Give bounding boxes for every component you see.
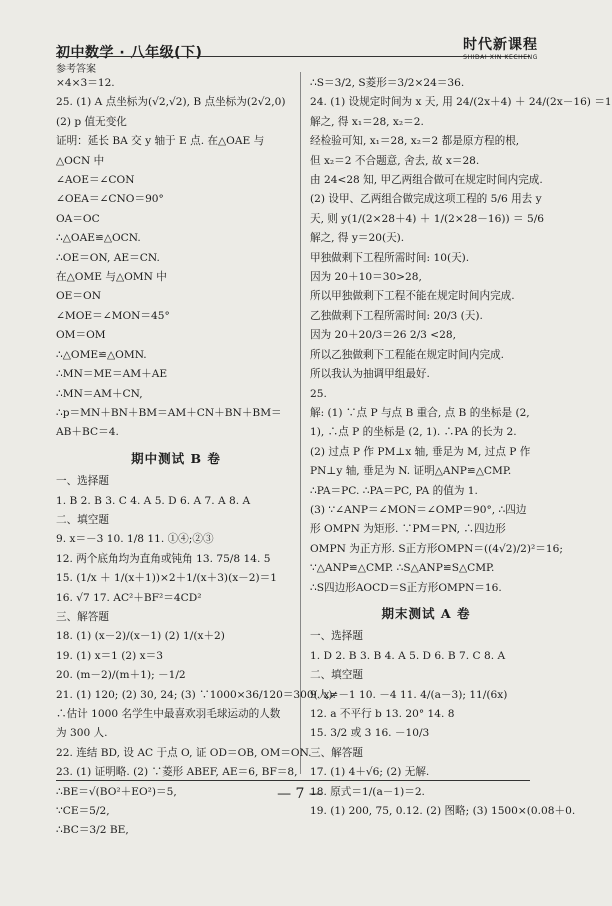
answer-line: 24. (1) 设规定时间为 x 天, 用 24/(2x＋4) ＋ 24/(2x－16) ＝1	[310, 96, 612, 109]
answer-line: 由 24<28 知, 甲乙两组合做可在规定时间内完成.	[310, 174, 543, 187]
answer-line: 经检验可知, x₁＝28, x₂＝2 都是原方程的根,	[310, 135, 520, 148]
answer-line: (2) 设甲、乙两组合做完成这项工程的 5/6 用去 y	[310, 193, 542, 206]
answer-line: 三、解答题	[310, 746, 363, 759]
brand-name: 时代新课程	[463, 37, 538, 53]
section-title-final-a: 期末测试 A 卷	[381, 605, 471, 621]
answer-line: ∴△OAE≌△OCN.	[56, 232, 141, 245]
answer-line: ∵△ANP≌△CMP. ∴S△ANP≌S△CMP.	[310, 562, 495, 575]
answer-block-q24-q25	[310, 74, 612, 598]
answer-line: ∴估计 1000 名学生中最喜欢羽毛球运动的人数	[56, 708, 281, 720]
answer-line: 19. (1) x＝1 (2) x＝3	[56, 649, 163, 662]
book-title: 初中数学 · 八年级(下)	[56, 45, 203, 61]
left-column	[56, 74, 336, 841]
answer-line: 17. (1) 4＋√6; (2) 无解.	[310, 766, 430, 779]
answer-line: 12. 两个底角均为直角或钝角 13. 75/8 14. 5	[56, 552, 271, 565]
answer-line: 12. a 不平行 b 13. 20° 14. 8	[310, 708, 455, 720]
answer-line: 所以乙独做剩下工程能在规定时间内完成.	[310, 348, 505, 361]
answer-line: 21. (1) 120; (2) 30, 24; (3) ∵1000×36/120＝300(人).	[56, 688, 336, 701]
answer-line: AB＋BC＝4.	[56, 426, 119, 439]
answer-line: 25.	[310, 387, 327, 400]
answer-line: 25. (1) A 点坐标为(√2,√2), B 点坐标为(2√2,0)	[56, 96, 286, 109]
answer-line: 22. 连结 BD, 设 AC 于点 O, 证 OD＝OB, OM＝ON.	[56, 746, 312, 759]
answer-line: 在△OME 与△OMN 中	[56, 271, 167, 284]
section-subtitle: 参考答案	[56, 64, 96, 75]
answer-line: 解: (1) ∵点 P 与点 B 重合, 点 B 的坐标是 (2,	[310, 406, 530, 419]
answer-line: ∴S四边形AOCD＝S正方形OMPN＝16.	[310, 581, 502, 594]
answer-line: 18. 原式＝1/(a－1)＝2.	[310, 785, 425, 798]
answer-line: 但 x₂＝2 不合题意, 舍去, 故 x＝28.	[310, 154, 480, 167]
answer-line: ∴MN＝AM＋CN,	[56, 387, 143, 400]
answer-line: ×4×3＝12.	[56, 77, 115, 89]
answer-line: 所以甲独做剩下工程不能在规定时间内完成.	[310, 290, 515, 303]
answer-line: ∠AOE＝∠CON	[56, 174, 135, 187]
answer-line: OM＝OM	[56, 329, 106, 342]
answer-line: 19. (1) 200, 75, 0.12. (2) 图略; (3) 1500×(0.08＋0.	[310, 805, 576, 818]
answer-line: 一、选择题	[56, 475, 109, 488]
answer-line: 乙独做剩下工程所需时间: 20/3 (天).	[310, 309, 483, 322]
answer-line: 9. x≠－1 10. －4 11. 4/(a－3); 11/(6x)	[310, 688, 508, 701]
answer-line: 1. B 2. B 3. C 4. A 5. D 6. A 7. A 8. A	[56, 494, 251, 507]
answer-line: OMPN 为正方形. S正方形OMPN＝((4√2)/2)²＝16;	[310, 542, 563, 555]
brand-logo	[463, 34, 538, 61]
answer-line: 23. (1) 证明略. (2) ∵菱形 ABEF, AE＝6, BF＝8,	[56, 766, 298, 779]
brand-pinyin: SHIDAI XIN KECHENG	[463, 54, 538, 61]
answer-line: 15. (1/x ＋ 1/(x＋1))×2＋1/(x＋3)(x－2)＝1	[56, 572, 277, 585]
answer-line: 所以我认为抽调甲组最好.	[310, 368, 430, 381]
right-column	[310, 74, 612, 821]
answer-line: △OCN 中	[56, 154, 105, 167]
answer-line: 因为 20＋10＝30>28,	[310, 271, 422, 284]
section-title-mid-b: 期中测试 B 卷	[131, 450, 221, 466]
answer-line: 二、填空题	[56, 513, 109, 526]
answer-line: ∴PA＝PC. ∴PA＝PC, PA 的值为 1.	[310, 484, 478, 497]
answer-line: 因为 20＋20/3＝26 2/3 <28,	[310, 329, 456, 342]
answer-line: ∠MOE＝∠MON＝45°	[56, 309, 170, 322]
answer-line: PN⊥y 轴, 垂足为 N. 证明△ANP≌△CMP.	[310, 465, 512, 478]
answer-line: 三、解答题	[56, 610, 109, 623]
answer-line: 解之, 得 y＝20(天).	[310, 232, 405, 245]
answer-line: (2) 过点 P 作 PM⊥x 轴, 垂足为 M, 过点 P 作	[310, 445, 531, 458]
answer-line: 16. √7 17. AC²＋BF²＝4CD²	[56, 591, 202, 604]
page-number: — 7 —	[277, 786, 323, 802]
answer-line: ∴BC＝3/2 BE,	[56, 824, 129, 837]
answer-line: 证明：延长 BA 交 y 轴于 E 点. 在△OAE 与	[56, 135, 265, 148]
answer-line: ∠OEA＝∠CNO＝90°	[56, 193, 164, 206]
answer-line: (2) p 值无变化	[56, 115, 127, 128]
answer-block-q25	[56, 74, 296, 443]
answer-line: 形 OMPN 为矩形. ∵PM＝PN, ∴四边形	[310, 523, 506, 536]
answer-line: OA＝OC	[56, 212, 100, 225]
answer-line: (3) ∵∠ANP＝∠MON＝∠OMP＝90°, ∴四边	[310, 503, 527, 516]
answer-line: ∴p＝MN＋BN＋BM＝AM＋CN＋BN＋BM＝	[56, 406, 282, 419]
answer-line: ∴S＝3/2, S菱形＝3/2×24＝36.	[310, 77, 465, 89]
answer-line: 9. x＝－3 10. 1/8 11. ①④;②③	[56, 533, 214, 546]
answer-line: ∵CE＝5/2,	[56, 805, 110, 818]
header-rule	[56, 56, 530, 57]
answer-line: 1), ∴点 P 的坐标是 (2, 1). ∴PA 的长为 2.	[310, 426, 517, 439]
answer-line: ∴△OME≌△OMN.	[56, 348, 147, 361]
answer-line: ∴OE＝ON, AE＝CN.	[56, 251, 160, 264]
answer-line: ∴BE＝√(BO²＋EO²)＝5,	[56, 785, 177, 798]
answer-line: 18. (1) (x－2)/(x－1) (2) 1/(x＋2)	[56, 630, 225, 643]
answer-line: 1. D 2. B 3. B 4. A 5. D 6. B 7. C 8. A	[310, 649, 506, 662]
answer-line: OE＝ON	[56, 290, 101, 303]
answer-line: 15. 3/2 或 3 16. －10/3	[310, 727, 430, 740]
answer-line: 甲独做剩下工程所需时间: 10(天).	[310, 251, 470, 264]
answer-line: 一、选择题	[310, 630, 363, 643]
column-divider	[300, 72, 301, 774]
answer-line: 20. (m－2)/(m＋1); －1/2	[56, 669, 186, 682]
answer-line: ∴MN＝ME＝AM＋AE	[56, 368, 168, 381]
answer-line: 二、填空题	[310, 669, 363, 682]
footer-rule	[56, 780, 530, 781]
answer-line: 解之, 得 x₁＝28, x₂＝2.	[310, 115, 424, 128]
answer-line: 为 300 人.	[56, 727, 108, 740]
answer-line: 天, 则 y(1/(2×28＋4) ＋ 1/(2×28－16)) ＝ 5/6	[310, 212, 544, 225]
